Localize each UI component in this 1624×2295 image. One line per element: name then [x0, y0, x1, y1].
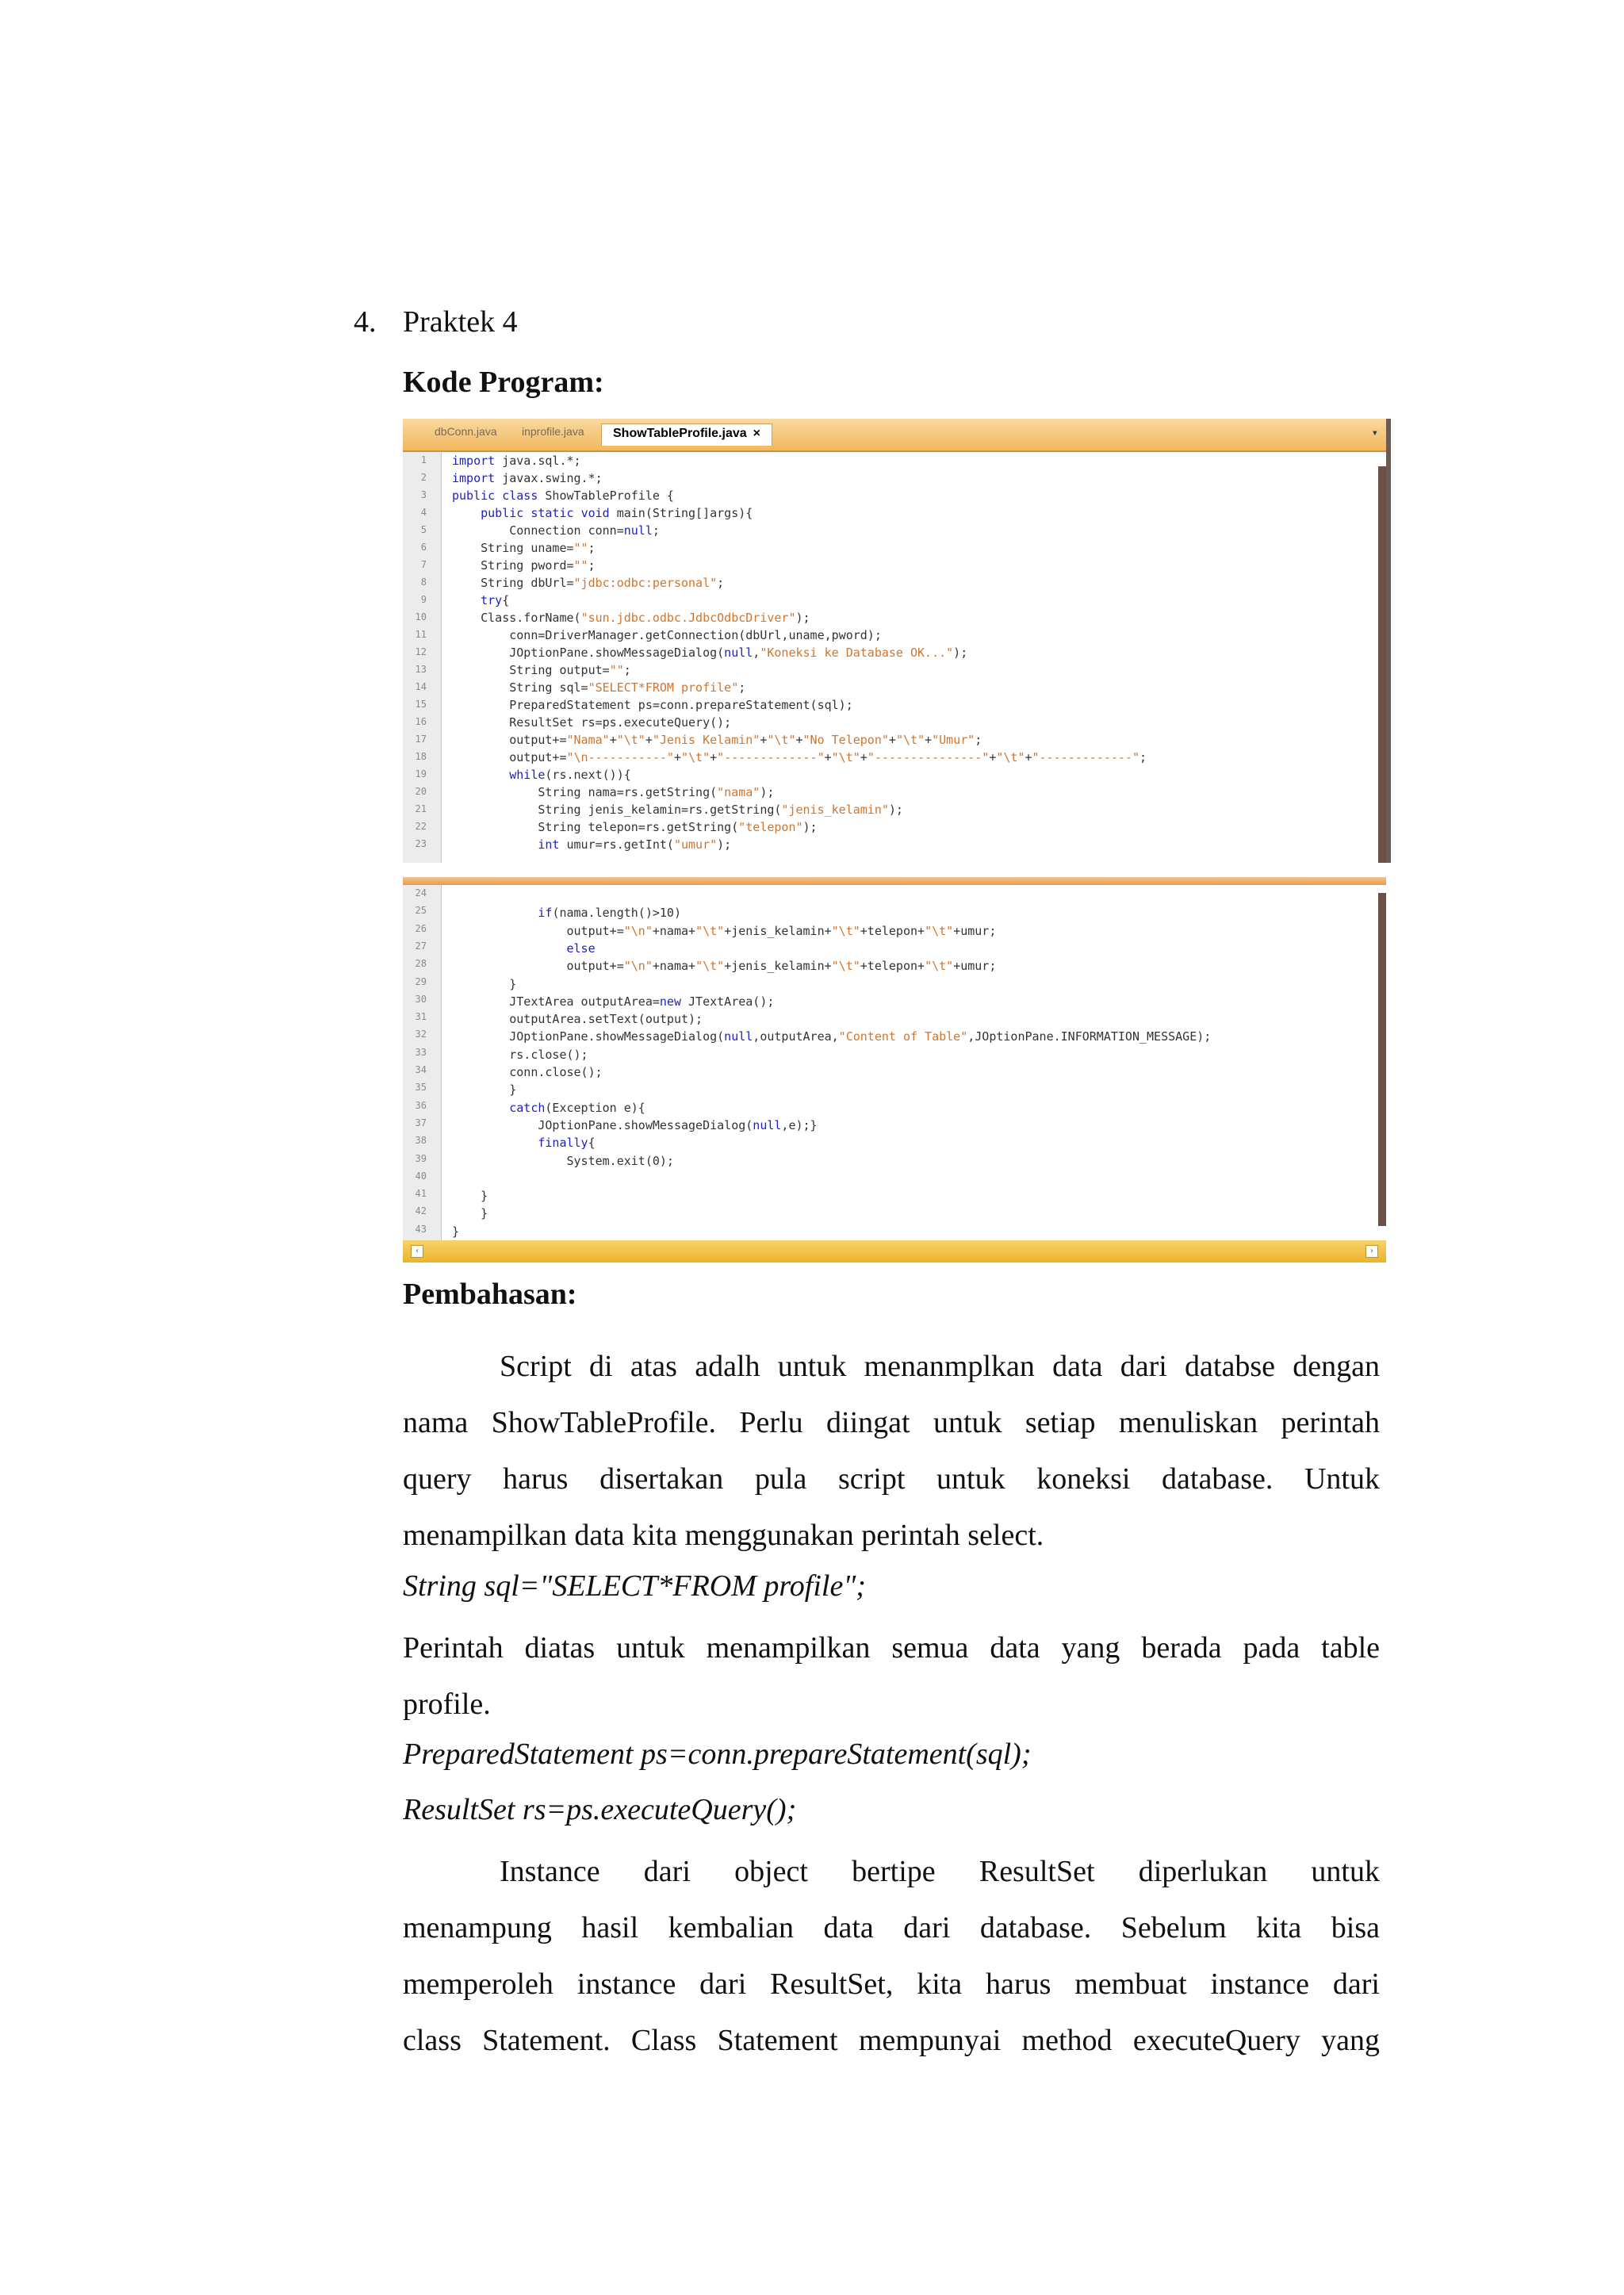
line-number: 34 [415, 1064, 427, 1075]
line-number: 40 [415, 1170, 427, 1182]
text-line: Script di atas adalh untuk menanmplkan data dari databse dengan [500, 1350, 1380, 1383]
code-line[interactable]: int umur=rs.getInt("umur"); [538, 837, 732, 852]
editor-top-strip [403, 877, 1386, 885]
code-line[interactable]: String telepon=rs.getString("telepon"); [452, 820, 818, 834]
line-number: 3 [420, 489, 427, 500]
code-snippet-resultset: ResultSet rs=ps.executeQuery(); [403, 1793, 797, 1826]
section-heading [354, 305, 518, 339]
line-number: 23 [415, 838, 427, 849]
code-line[interactable]: catch(Exception e){ [509, 1100, 645, 1115]
paragraph-2 [403, 1620, 1380, 1733]
line-number: 31 [415, 1011, 427, 1023]
code-line[interactable]: Connection conn=null; [452, 523, 660, 538]
line-number: 35 [415, 1082, 427, 1094]
code-line[interactable]: else [566, 941, 596, 956]
code-line[interactable]: rs.close(); [452, 1047, 588, 1062]
line-number: 18 [415, 751, 427, 762]
line-number-gutter [403, 885, 442, 1240]
text-line: query harus disertakan pula script untuk koneksi database. Untuk [403, 1462, 1380, 1496]
code-line[interactable]: } [452, 1189, 488, 1204]
code-line[interactable]: String uname=""; [452, 541, 596, 555]
code-line[interactable]: String jenis_kelamin=rs.getString("jenis_kelamin"); [452, 803, 903, 817]
line-number: 30 [415, 993, 427, 1005]
active-tab-label: ShowTableProfile.java [613, 427, 747, 440]
line-number: 27 [415, 940, 427, 952]
code-line[interactable]: public class ShowTableProfile { [452, 489, 674, 503]
code-line[interactable]: String output=""; [452, 663, 631, 677]
line-number: 13 [415, 664, 427, 675]
vertical-scrollbar[interactable] [1378, 893, 1386, 1226]
code-line[interactable]: output+="\n"+nama+"\t"+jenis_kelamin+"\t"+telepon+"\t"+umur; [452, 959, 997, 974]
text-line: menampung hasil kembalian data dari database. Sebelum kita bisa [403, 1911, 1380, 1944]
line-number: 4 [420, 507, 427, 518]
section-title: Praktek 4 [403, 305, 518, 339]
tab-inprofile[interactable]: inprofile.java [522, 425, 584, 438]
code-line[interactable]: ResultSet rs=ps.executeQuery(); [452, 715, 732, 730]
code-line[interactable]: while(rs.next()){ [509, 768, 631, 782]
code-line[interactable]: conn.close(); [452, 1065, 603, 1079]
line-number: 15 [415, 699, 427, 710]
line-number: 32 [415, 1029, 427, 1040]
line-number: 11 [415, 629, 427, 640]
code-line[interactable]: JOptionPane.showMessageDialog(null,outputArea,"Content of Table",JOptionPane.INFORMATION_MESSAGE); [452, 1029, 1212, 1044]
code-line[interactable]: outputArea.setText(output); [452, 1012, 703, 1027]
line-number-gutter [403, 452, 442, 863]
code-line[interactable]: JOptionPane.showMessageDialog(null,"Koneksi ke Database OK..."); [452, 646, 968, 660]
line-number: 6 [420, 542, 427, 553]
scroll-right-icon[interactable]: › [1365, 1245, 1378, 1258]
line-number: 33 [415, 1046, 427, 1058]
text-line: Perintah diatas untuk menampilkan semua data yang berada pada table [403, 1631, 1380, 1665]
code-line[interactable]: PreparedStatement ps=conn.prepareStatement(sql); [452, 698, 853, 712]
horizontal-scrollbar[interactable] [403, 1240, 1386, 1262]
code-subheading: Kode Program: [403, 366, 604, 399]
code-line[interactable]: finally{ [538, 1136, 596, 1151]
text-line: menampilkan data kita menggunakan perintah select. [403, 1519, 1044, 1552]
tab-showtableprofile[interactable] [601, 423, 772, 446]
code-line[interactable]: String pword=""; [452, 558, 596, 573]
line-number: 1 [420, 454, 427, 466]
code-line[interactable]: Class.forName("sun.jdbc.odbc.JdbcOdbcDriver"); [452, 611, 810, 625]
line-number: 28 [415, 958, 427, 970]
text-line: profile. [403, 1688, 491, 1721]
code-snippet-prepared-statement: PreparedStatement ps=conn.prepareStatement(sql); [403, 1738, 1032, 1771]
code-line[interactable]: try{ [481, 593, 510, 607]
line-number: 24 [415, 887, 427, 898]
code-line[interactable]: JOptionPane.showMessageDialog(null,e);} [452, 1117, 818, 1132]
editor-tab-bar [403, 419, 1386, 452]
text-line: nama ShowTableProfile. Perlu diingat untuk setiap menuliskan perintah [403, 1406, 1380, 1439]
code-line[interactable]: JTextArea outputArea=new JTextArea(); [452, 994, 775, 1009]
code-line[interactable]: output+="Nama"+"\t"+"Jenis Kelamin"+"\t"+"No Telepon"+"\t"+"Umur"; [452, 733, 982, 747]
line-number: 29 [415, 975, 427, 987]
line-number: 9 [420, 594, 427, 605]
scroll-left-icon[interactable]: ‹ [411, 1245, 423, 1258]
paragraph-3 [403, 1844, 1380, 2069]
tab-dbconn[interactable]: dbConn.java [435, 425, 497, 438]
line-number: 12 [415, 646, 427, 657]
line-number: 19 [415, 768, 427, 780]
code-line[interactable]: String sql="SELECT*FROM profile"; [452, 680, 746, 695]
code-line[interactable]: import javax.swing.*; [452, 471, 603, 485]
line-number: 39 [415, 1152, 427, 1164]
line-number: 36 [415, 1099, 427, 1111]
line-number: 21 [415, 803, 427, 814]
line-number: 7 [420, 559, 427, 570]
code-line[interactable]: } [452, 1224, 460, 1239]
line-number: 8 [420, 577, 427, 588]
code-line[interactable]: String dbUrl="jdbc:odbc:personal"; [452, 576, 725, 590]
line-number: 25 [415, 905, 427, 917]
vertical-scrollbar[interactable] [1378, 466, 1386, 863]
line-number: 20 [415, 786, 427, 797]
ide-screenshot-part1 [403, 419, 1391, 863]
line-number: 42 [415, 1205, 427, 1217]
line-number: 43 [415, 1223, 427, 1235]
text-line: class Statement. Class Statement mempunyai method executeQuery yang [403, 2024, 1380, 2057]
line-number: 38 [415, 1135, 427, 1147]
text-line: memperoleh instance dari ResultSet, kita harus membuat instance dari [403, 1967, 1380, 2001]
code-line[interactable]: output+="\n"+nama+"\t"+jenis_kelamin+"\t"+telepon+"\t"+umur; [452, 923, 997, 938]
code-line[interactable]: output+="\n-----------"+"\t"+"-------------"+"\t"+"---------------"+"\t"+"-------------"; [452, 750, 1147, 764]
ide-screenshot-part2 [403, 877, 1386, 1262]
line-number: 5 [420, 524, 427, 535]
section-number: 4. [354, 305, 377, 339]
line-number: 26 [415, 922, 427, 934]
line-number: 14 [415, 681, 427, 692]
code-line[interactable]: } [452, 1082, 517, 1098]
line-number: 17 [415, 734, 427, 745]
line-number: 22 [415, 821, 427, 832]
pembahasan-heading: Pembahasan: [403, 1278, 577, 1311]
tab-menu-icon[interactable]: ▾ [1371, 427, 1378, 439]
close-icon[interactable]: × [753, 427, 760, 440]
line-number: 37 [415, 1117, 427, 1128]
code-line[interactable]: import java.sql.*; [452, 454, 581, 468]
paragraph-1 [403, 1339, 1380, 1564]
code-line[interactable]: } [452, 976, 517, 991]
line-number: 41 [415, 1188, 427, 1200]
line-number: 10 [415, 611, 427, 623]
code-line[interactable]: public static void main(String[]args){ [481, 506, 753, 520]
code-line[interactable]: System.exit(0); [452, 1153, 674, 1168]
code-line[interactable]: conn=DriverManager.getConnection(dbUrl,uname,pword); [452, 628, 882, 642]
code-line[interactable]: } [452, 1206, 488, 1221]
line-number: 16 [415, 716, 427, 727]
line-number: 2 [420, 472, 427, 483]
code-line[interactable]: String nama=rs.getString("nama"); [452, 785, 775, 799]
code-snippet-sql: String sql="SELECT*FROM profile"; [403, 1569, 866, 1603]
text-line: Instance dari object bertipe ResultSet diperlukan untuk [500, 1855, 1380, 1888]
code-line[interactable]: if(nama.length()>10) [538, 906, 681, 921]
